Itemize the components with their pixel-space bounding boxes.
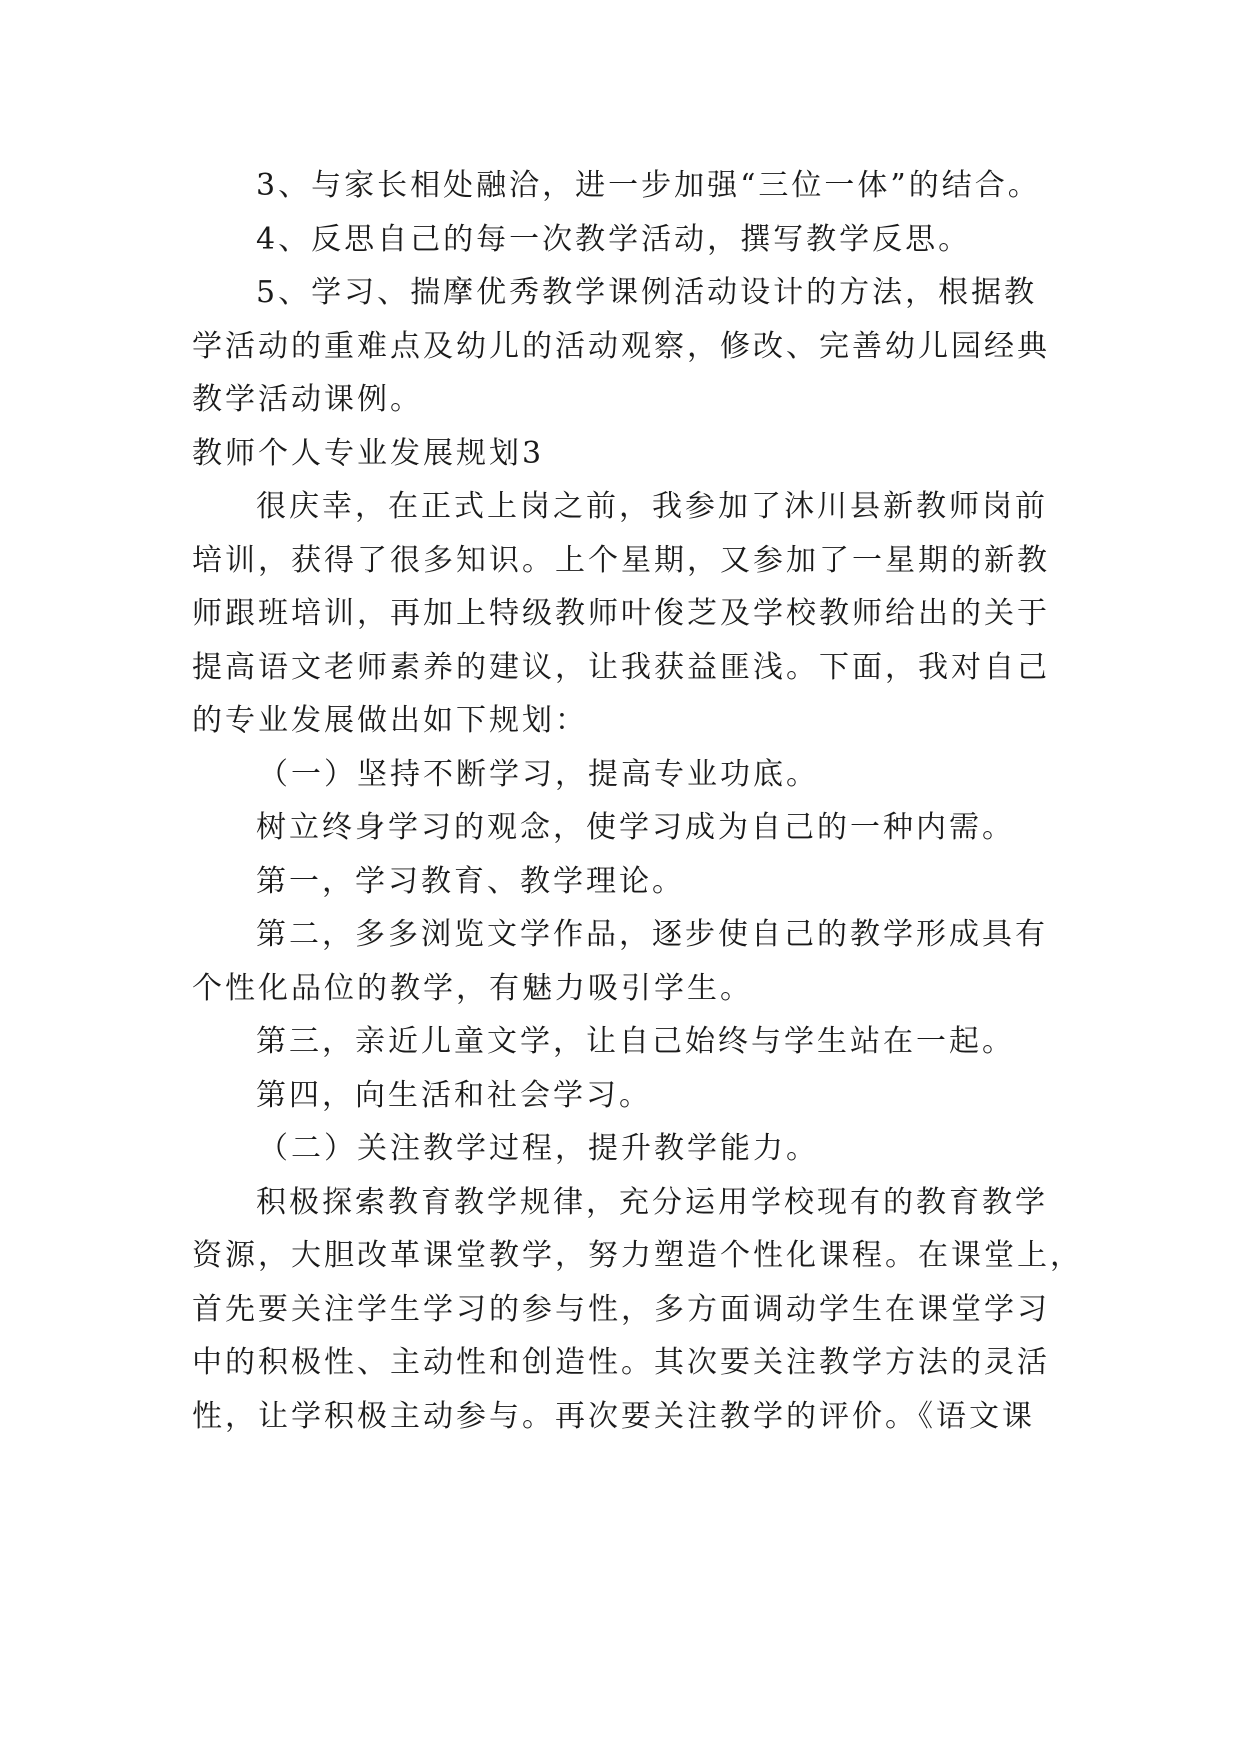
paragraph-line: 师跟班培训，再加上特级教师叶俊芝及学校教师给出的关于	[192, 596, 1050, 631]
subheading-two: （二）关注教学过程，提升教学能力。	[258, 1131, 819, 1166]
list-item-5: 5、学习、揣摩优秀教学课例活动设计的方法，根据教	[256, 275, 1038, 310]
point-second: 第二，多多浏览文学作品，逐步使自己的教学形成具有	[256, 917, 1048, 952]
paragraph-line: 个性化品位的教学，有魅力吸引学生。	[192, 971, 753, 1006]
list-item-3: 3、与家长相处融洽，进一步加强“三位一体”的结合。	[256, 168, 1041, 203]
paragraph-line: 中的积极性、主动性和创造性。其次要关注教学方法的灵活	[192, 1345, 1050, 1380]
point-fourth: 第四，向生活和社会学习。	[256, 1078, 652, 1113]
body-text-line: 学活动的重难点及幼儿的活动观察，修改、完善幼儿园经典	[192, 329, 1050, 364]
subheading-one: （一）坚持不断学习，提高专业功底。	[258, 757, 819, 792]
body-text-line: 教学活动课例。	[192, 382, 423, 417]
point-third: 第三，亲近儿童文学，让自己始终与学生站在一起。	[256, 1024, 1015, 1059]
point-first: 第一，学习教育、教学理论。	[256, 864, 685, 899]
paragraph-line: 性，让学积极主动参与。再次要关注教学的评价。《语文课	[192, 1399, 1035, 1434]
paragraph-line: 树立终身学习的观念，使学习成为自己的一种内需。	[256, 810, 1015, 845]
section-heading: 教师个人专业发展规划3	[192, 436, 545, 471]
paragraph-line: 提高语文老师素养的建议，让我获益匪浅。下面，我对自己	[192, 650, 1050, 685]
paragraph-line: 积极探索教育教学规律，充分运用学校现有的教育教学	[256, 1185, 1048, 1220]
list-item-4: 4、反思自己的每一次教学活动，撰写教学反思。	[256, 222, 972, 257]
paragraph-line: 培训，获得了很多知识。上个星期，又参加了一星期的新教	[192, 543, 1050, 578]
paragraph-line: 资源，大胆改革课堂教学，努力塑造个性化课程。在课堂上，	[192, 1238, 1083, 1273]
paragraph-line: 的专业发展做出如下规划：	[192, 703, 588, 738]
paragraph-line: 首先要关注学生学习的参与性，多方面调动学生在课堂学习	[192, 1292, 1050, 1327]
paragraph-line: 很庆幸，在正式上岗之前，我参加了沐川县新教师岗前	[256, 489, 1048, 524]
